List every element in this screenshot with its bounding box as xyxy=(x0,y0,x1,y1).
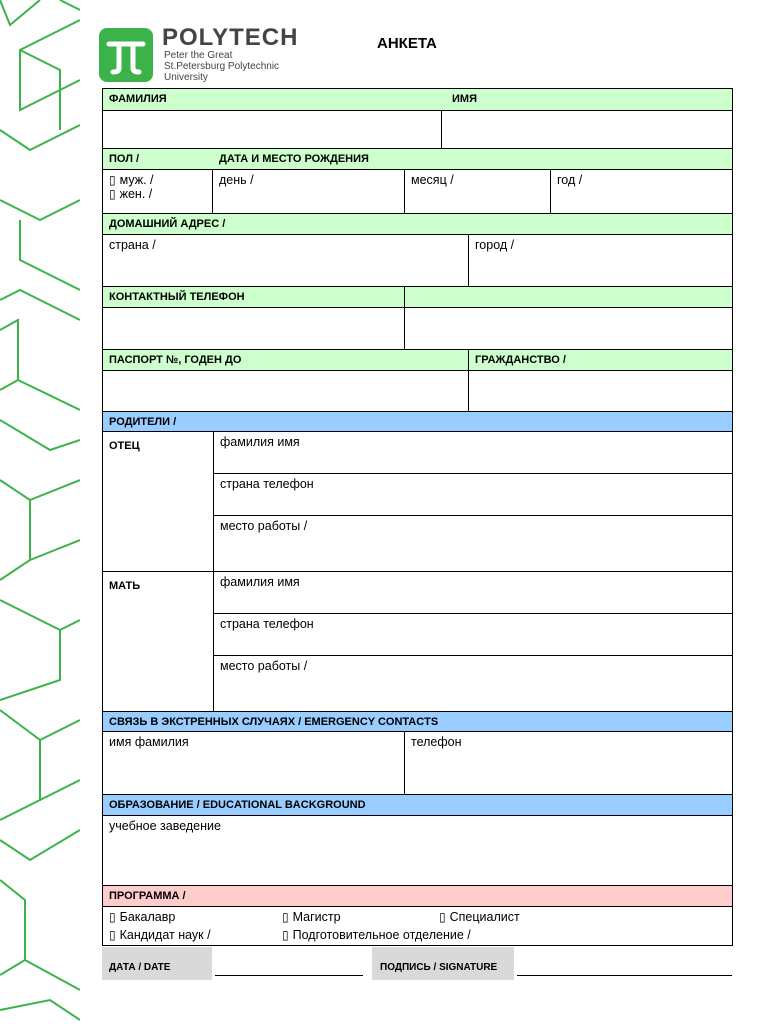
name-label: ИМЯ xyxy=(452,93,477,105)
program-prep-option[interactable] xyxy=(282,928,471,942)
female-label: жен. / xyxy=(119,187,153,201)
surname-field[interactable] xyxy=(103,110,441,148)
year-label: год / xyxy=(557,173,583,187)
country-field[interactable] xyxy=(103,234,468,286)
checkbox-icon[interactable]: ▯ xyxy=(109,910,116,924)
program-specialist-option[interactable] xyxy=(439,910,520,924)
citizenship-field[interactable] xyxy=(468,370,732,411)
father-work-label: место работы / xyxy=(220,519,308,533)
mother-work-field[interactable] xyxy=(213,655,732,711)
gender-male-option[interactable] xyxy=(109,173,206,187)
gender-birth-header xyxy=(103,148,732,169)
emergency-name-field[interactable] xyxy=(103,731,404,794)
master-label: Магистр xyxy=(292,910,341,924)
phone-header xyxy=(103,286,404,307)
institution-label: учебное заведение xyxy=(109,819,221,833)
address-label: ДОМАШНИЙ АДРЕС / xyxy=(109,218,226,230)
father-name-label: фамилия имя xyxy=(220,435,300,449)
city-label: город / xyxy=(475,238,515,252)
father-phone-field[interactable] xyxy=(213,473,732,515)
phone-field-1[interactable] xyxy=(103,307,404,349)
program-label: ПРОГРАММА / xyxy=(109,890,186,902)
checkbox-icon[interactable]: ▯ xyxy=(282,928,289,942)
program-header xyxy=(103,885,732,906)
passport-field[interactable] xyxy=(103,370,468,411)
emergency-name-label: имя фамилия xyxy=(109,735,189,749)
program-phd-option[interactable] xyxy=(109,928,211,942)
mother-phone-field[interactable] xyxy=(213,613,732,655)
signature-label-box xyxy=(372,947,514,980)
program-master-option[interactable] xyxy=(282,910,341,924)
date-label: ДАТА / DATE xyxy=(109,962,171,973)
phone-header-blank xyxy=(404,286,732,307)
logo-sub-line-1: Peter the Great xyxy=(164,50,233,61)
emergency-label: СВЯЗЬ В ЭКСТРЕННЫХ СЛУЧАЯХ / EMERGENCY CONTACTS xyxy=(109,716,439,728)
gender-label: ПОЛ / xyxy=(109,153,140,165)
checkbox-icon[interactable]: ▯ xyxy=(439,910,446,924)
education-label: ОБРАЗОВАНИЕ / EDUCATIONAL BACKGROUND xyxy=(109,799,366,811)
prep-label: Подготовительное отделение / xyxy=(292,928,471,942)
name-field[interactable] xyxy=(441,110,732,148)
gender-field xyxy=(103,169,212,213)
gender-female-option[interactable] xyxy=(109,187,206,201)
mother-phone-label: страна телефон xyxy=(220,617,314,631)
emergency-header xyxy=(103,711,732,731)
birth-month-field[interactable] xyxy=(404,169,550,213)
document-title: АНКЕТА xyxy=(377,35,437,52)
checkbox-icon[interactable]: ▯ xyxy=(282,910,289,924)
city-field[interactable] xyxy=(468,234,732,286)
checkbox-icon[interactable]: ▯ xyxy=(109,928,116,942)
program-bachelor-option[interactable] xyxy=(109,910,175,924)
checkbox-icon[interactable]: ▯ xyxy=(109,173,116,187)
father-phone-label: страна телефон xyxy=(220,477,314,491)
application-form xyxy=(102,88,733,946)
signature-label: ПОДПИСЬ / SIGNATURE xyxy=(380,962,498,973)
birth-label: ДАТА И МЕСТО РОЖДЕНИЯ xyxy=(219,153,369,165)
surname-label: ФАМИЛИЯ xyxy=(109,93,167,105)
parents-header xyxy=(103,411,732,431)
phone-label: КОНТАКТНЫЙ ТЕЛЕФОН xyxy=(109,291,245,303)
parents-label: РОДИТЕЛИ / xyxy=(109,416,177,428)
logo-subtitle xyxy=(164,50,314,83)
month-label: месяц / xyxy=(411,173,454,187)
date-label-box xyxy=(102,947,212,980)
date-signature-line[interactable] xyxy=(215,975,363,976)
passport-label: ПАСПОРТ №, ГОДЕН ДО xyxy=(109,354,242,366)
phone-field-2[interactable] xyxy=(404,307,732,349)
logo-sub-line-2: St.Petersburg Polytechnic xyxy=(164,61,280,72)
mother-label: МАТЬ xyxy=(109,580,141,592)
birth-day-field[interactable] xyxy=(212,169,404,213)
surname-name-header xyxy=(103,89,732,110)
address-header xyxy=(103,213,732,234)
male-label: муж. / xyxy=(119,173,154,187)
country-label: страна / xyxy=(109,238,156,252)
father-work-field[interactable] xyxy=(213,515,732,571)
mother-label-cell xyxy=(103,571,213,711)
program-options xyxy=(103,906,732,945)
citizenship-label: ГРАЖДАНСТВО / xyxy=(475,354,566,366)
polytech-logo xyxy=(96,24,316,86)
mother-work-label: место работы / xyxy=(220,659,308,673)
emergency-phone-field[interactable] xyxy=(404,731,732,794)
logo-name: POLYTECH xyxy=(162,24,299,51)
mother-name-label: фамилия имя xyxy=(220,575,300,589)
decorative-pattern xyxy=(0,0,80,1024)
logo-sub-line-3: University xyxy=(164,72,208,83)
father-label: ОТЕЦ xyxy=(109,440,140,452)
phd-label: Кандидат наук / xyxy=(119,928,211,942)
passport-header xyxy=(103,349,468,370)
education-header xyxy=(103,794,732,815)
polytech-logo-icon xyxy=(99,28,153,82)
mother-name-field[interactable] xyxy=(213,571,732,613)
day-label: день / xyxy=(219,173,254,187)
citizenship-header xyxy=(468,349,732,370)
father-name-field[interactable] xyxy=(213,431,732,473)
emergency-phone-label: телефон xyxy=(411,735,462,749)
institution-field[interactable] xyxy=(103,815,732,885)
father-label-cell xyxy=(103,431,213,571)
specialist-label: Специалист xyxy=(449,910,520,924)
checkbox-icon[interactable]: ▯ xyxy=(109,187,116,201)
bachelor-label: Бакалавр xyxy=(119,910,176,924)
signature-line[interactable] xyxy=(517,975,732,976)
birth-year-field[interactable] xyxy=(550,169,732,213)
